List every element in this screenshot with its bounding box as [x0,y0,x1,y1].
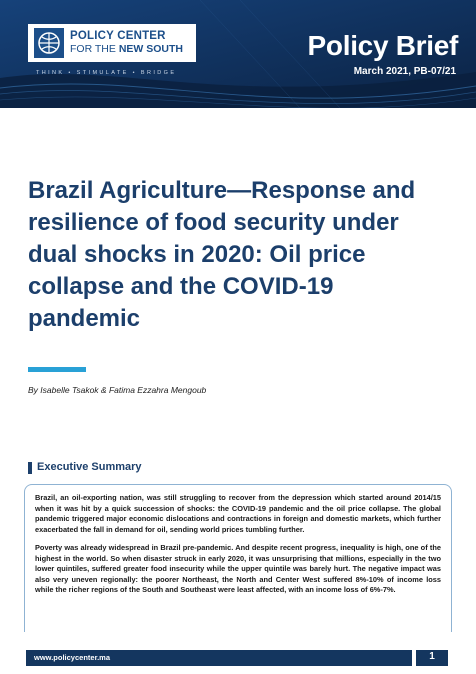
logo-line-2-bold: NEW SOUTH [118,43,183,55]
policy-center-logo [28,24,196,62]
document-type-title: Policy Brief [307,30,458,61]
author-byline: By Isabelle Tsakok & Fatima Ezzahra Mengoub [28,385,207,395]
accent-divider [28,367,86,372]
section-marker [28,462,32,474]
summary-paragraph-1: Brazil, an oil-exporting nation, was still struggling to recover from the depression which started around 2014/15 when it was hit by a quick succession of shocks: the COVID-19 pandemic and the oil price collapse. The global pandemic triggered major economic dislocations and contractions in foreign and domestic markets, which further exacerbated the fall in demand for oil, sending world prices tumbling further. [35,493,441,534]
cover-header [0,0,476,108]
summary-paragraph-2: Poverty was already widespread in Brazil pre-pandemic. And despite recent progress, inequality is high, one of the highest in the world. So when disaster struck in early 2020, it was unsurprising that millions, especially in the two lower quintiles, suffered greater food insecurity while the upper quintile was barely hurt. The negative impact was also very uneven regionally: the poorer Northeast, the North and Center West suffered 8%-10% of income loss while the richer regions of the South and Southeast were least affected, with an income loss of 6%-7%. [35,543,441,594]
page-number: 1 [429,651,435,662]
logo-line-2-prefix: FOR THE [70,43,119,55]
section-heading: Executive Summary [37,461,142,473]
page-footer [0,648,476,670]
executive-summary-box [24,484,452,632]
publication-date-ref: March 2021, PB-07/21 [353,66,456,77]
logo-tagline: THINK • STIMULATE • BRIDGE [36,70,177,76]
logo-line-1: POLICY CENTER [70,30,166,42]
footer-website-link[interactable]: www.policycenter.ma [34,653,110,662]
globe-logo-icon [34,28,64,58]
logo-line-2 [70,43,183,56]
document-title: Brazil Agriculture—Response and resilience of food security under dual shocks in 2020: Oil price collapse and the COVID-19 pandemic [28,177,416,332]
